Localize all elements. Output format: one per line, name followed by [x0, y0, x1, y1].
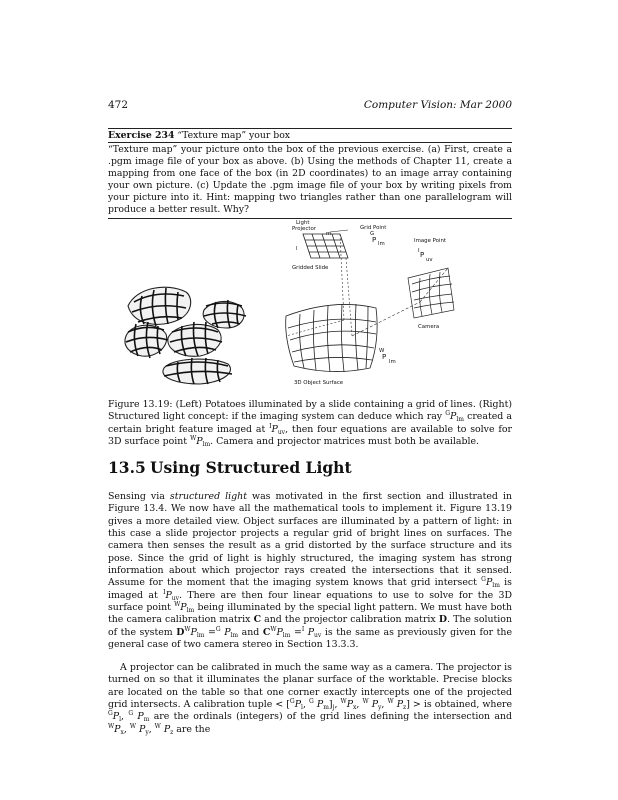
caption-sub: uv: [277, 428, 286, 436]
para-math: P: [276, 626, 283, 638]
para-math: P: [165, 589, 172, 601]
para-sub: y: [378, 704, 382, 712]
label-surface-point-lm: lm: [389, 359, 396, 365]
caption-text: . Camera and projector matrices must both be available.: [210, 435, 480, 447]
caption-sub: lm: [202, 440, 211, 448]
para-sup: I: [301, 625, 305, 633]
para-text: ,: [148, 723, 155, 735]
para-text: and: [238, 626, 263, 638]
para-math: P: [136, 723, 146, 735]
label-projector: Projector: [292, 226, 316, 232]
running-title: Computer Vision: Mar 2000: [363, 99, 512, 111]
paragraph-projector-calibration: [108, 662, 512, 736]
para-text: =: [290, 626, 302, 638]
para-text: is the same as previously given for the general case of two camera stereo in Section 13.3.3.: [108, 626, 512, 651]
para-sup: G: [108, 710, 113, 718]
figure-13-19: [108, 218, 512, 394]
label-grid-point-lm: lm: [378, 241, 385, 247]
para-text: . The solution of the system: [108, 614, 512, 638]
image-plane: [408, 268, 454, 318]
label-l: l: [296, 246, 298, 252]
potato-photo: [125, 287, 244, 384]
caption-sup: W: [190, 434, 197, 442]
para-bold: C: [262, 626, 271, 638]
caption-sup: I: [269, 422, 272, 430]
para-sup: G: [289, 698, 295, 706]
caption-sup: G: [445, 410, 451, 418]
para-sub: l: [119, 716, 122, 724]
para-sup: G: [128, 710, 134, 718]
para-sup: W: [174, 601, 181, 609]
para-math: P: [304, 626, 315, 638]
para-sub: lm: [492, 582, 500, 590]
exercise-title-text: “Texture map” your box: [177, 130, 291, 141]
para-sup: G: [215, 625, 221, 633]
para-sub: lm: [230, 631, 239, 639]
para-math: P: [220, 626, 231, 638]
para-math: P: [368, 699, 379, 711]
caption-text: created a certain bright feature imaged at: [108, 411, 512, 435]
exercise-box: [108, 128, 512, 219]
para-sup: W: [184, 625, 191, 633]
para-bold: D: [176, 626, 185, 638]
para-math: P: [294, 699, 302, 711]
page-header: [108, 99, 512, 113]
para-text: . There are then four linear equations to use to solve for the 3D surface point: [108, 589, 512, 614]
para-sup: W: [129, 722, 137, 730]
caption-math: P: [450, 411, 457, 423]
para-emphasis: structured light: [169, 491, 247, 502]
para-sup: W: [108, 722, 115, 730]
para-math: P: [346, 699, 353, 711]
label-image-point-p: P: [420, 251, 425, 259]
para-sub: m: [143, 716, 150, 724]
para-sup: W: [362, 698, 369, 706]
paragraph-structured-light: [108, 491, 512, 651]
label-grid-point-g: G: [370, 231, 375, 237]
label-image-point: Image Point: [414, 238, 446, 244]
label-surface-point-p: P: [382, 353, 387, 361]
para-sub: x: [120, 728, 124, 736]
para-math: P: [112, 711, 120, 723]
figure-caption: [108, 399, 512, 448]
caption-sub: lm: [456, 416, 464, 424]
para-text: ,: [334, 699, 341, 711]
para-sub: uv: [171, 594, 180, 602]
label-grid-point-p: P: [372, 236, 377, 244]
para-sup: W: [270, 625, 277, 633]
para-sub: y: [145, 728, 149, 736]
para-text: and the projector calibration matrix: [261, 614, 439, 626]
para-sub: x: [353, 704, 357, 712]
para-text: are the ordinals (integers) of the grid lines defining the intersection and: [149, 711, 513, 723]
para-sup: G: [309, 698, 314, 706]
para-text: ] > is obtained, where: [406, 699, 513, 711]
para-text: was motivated in the first section and illustrated in Figure 13.4. We now have all the mathematical tools to implement it. Figure 13.19 gives a more detailed view. Object surfaces are illuminated by a pattern of light: in this case a slide projector projects a regular grid of bright lines on surfaces. The camera then senses the result as a grid distorted by the surface structure and its pose. Since the grid of light is highly structured, the imaging system has strong information about which projector rays created the intersections that it sensed. Assume for the moment that the imaging system knows that grid intersect: [108, 491, 513, 589]
section-number: 13.5: [108, 458, 146, 477]
label-grid-point: Grid Point: [360, 225, 387, 231]
para-text: is imaged at: [108, 577, 512, 601]
label-3d-object-surface: 3D Object Surface: [294, 380, 344, 386]
para-text: =: [204, 626, 216, 638]
para-math: P: [114, 723, 121, 735]
para-text: being illuminated by the special light pattern. We must have both the camera calibration matrix: [108, 602, 512, 626]
para-text: ,: [356, 699, 363, 711]
exercise-title: [108, 129, 512, 143]
para-math: P: [313, 699, 324, 711]
para-sub: l: [301, 704, 303, 712]
para-math: P: [133, 711, 144, 723]
object-surface: [286, 304, 377, 372]
para-sup: G: [481, 576, 486, 584]
para-text: ,: [381, 699, 388, 711]
para-math: P: [190, 626, 197, 638]
para-bold: C: [253, 614, 262, 626]
para-sup: W: [154, 722, 161, 730]
caption-text: Figure 13.19: (Left) Potatoes illuminated by a slide containing a grid of lines. (Right) Structured light concept: if the imaging system can deduce which ray: [108, 399, 512, 423]
para-math: P: [160, 723, 171, 735]
caption-math: P: [271, 423, 278, 435]
para-sub: lm: [282, 631, 291, 639]
caption-math: P: [196, 435, 203, 447]
para-text: are the: [173, 723, 211, 735]
para-sub: m: [323, 704, 329, 712]
exercise-body: “Texture map” your picture onto the box of the previous exercise. (a) First, create a .pgm image file of your box as above. (b) Using the methods of Chapter 11, create a mapping from one face of the box (in 2D coordinates) to an image array containing your own picture. (c) Update the .pgm image file of your box by writing pixels from your picture into it. Hint: mapping two triangles rather than one parallelogram will produce a better result. Why?: [108, 144, 512, 215]
label-camera: Camera: [418, 324, 440, 330]
para-sub: lm: [186, 607, 195, 615]
para-sub: z: [170, 728, 174, 736]
para-sup: W: [387, 698, 394, 706]
page-number: 472: [108, 99, 129, 111]
label-gridded-slide: Gridded Slide: [292, 265, 329, 271]
para-math: P: [393, 699, 404, 711]
label-m: m: [326, 231, 332, 237]
figure-graphic: [108, 218, 512, 394]
para-text: ,: [123, 723, 130, 735]
exercise-label: Exercise 234: [108, 130, 175, 141]
para-text: A projector can be calibrated in much the same way as a camera. The projector is turned on so that it illuminates the planar surface of the worktable. Precise blocks are located on the table so that one corner exactly intercepts one of the projected grid intersects. A calibration tuple < [: [108, 662, 512, 711]
para-text: ,: [302, 699, 310, 711]
section-heading: [108, 459, 512, 477]
label-image-point-i: I: [418, 248, 420, 254]
para-sub: lm: [196, 631, 205, 639]
para-sub: z: [403, 704, 407, 712]
para-text: Sensing via: [108, 491, 170, 502]
para-sub: uv: [314, 631, 322, 639]
label-image-point-uv: uv: [426, 257, 433, 263]
section-title: Using Structured Light: [150, 458, 352, 477]
para-text: ]: [328, 699, 333, 711]
para-sub: j: [332, 704, 335, 712]
para-sup: I: [163, 588, 166, 596]
para-math: P: [180, 602, 187, 614]
para-sup: W: [340, 698, 347, 706]
para-math: P: [485, 577, 493, 589]
para-text: ,: [121, 711, 129, 723]
label-light: Light: [296, 220, 310, 226]
para-bold: D: [438, 614, 447, 626]
caption-text: , then four equations are available to solve for 3D surface point: [108, 423, 512, 447]
label-surface-point-w: W: [379, 348, 385, 354]
